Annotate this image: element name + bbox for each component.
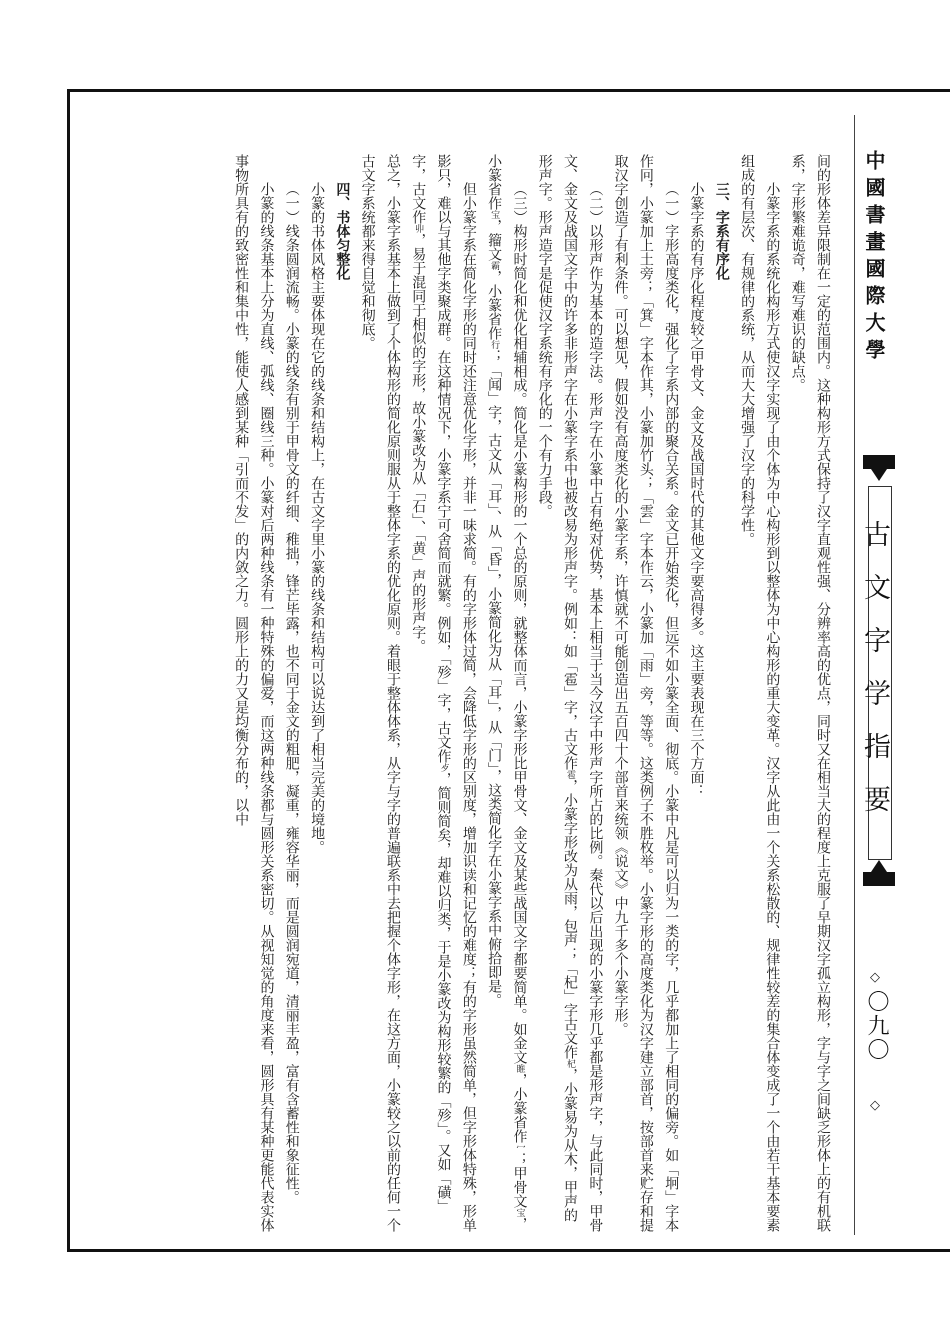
text-run: ，小篆省作 <box>511 1073 528 1143</box>
frame-top-border <box>67 89 950 92</box>
title-ornament-top <box>863 455 895 469</box>
text-run: ，小篆易为从木，甲声的形声字。形声造字是促使汉字系统有序化的一个有力手段。 <box>536 154 579 1222</box>
paragraph: 总之，小篆字系基本上做到了个体构形的简化原则服从于整体字系的优化原则。着眼于整体体系，从字与字的普遍联系中去把握个体字形，在这方面，小篆较之以前的任何一个古文字系统都来得自觉和彻底。 <box>359 154 401 1232</box>
paragraph <box>481 154 532 1234</box>
glyph-example: 宝 <box>514 1208 525 1217</box>
text-run: ；甲骨文 <box>511 1152 528 1208</box>
title-ornament-top-cap <box>871 469 887 481</box>
glyph-example: 雹 <box>565 770 576 779</box>
glyph-example: 睢 <box>514 1064 525 1073</box>
glyph-example: 杞 <box>565 1059 576 1068</box>
glyph-example: 冖 <box>514 1143 525 1152</box>
text-run: ，易于混同于相似的字形，故小篆改为从「石」、「黄」声的形声字。 <box>410 233 427 653</box>
section-heading: 四、书体匀整化 <box>334 182 351 280</box>
paragraph: （一）字形高度类化，强化了字系内部的聚合关系。金文已开始类化，但远不如小篆全面、彻底。小篆中凡是可以归为一类的字，几乎都加上了相同的偏旁。如「坰」字本作冋，小篆加上土旁；「箕」字本作其，小篆加竹头；「雲」字本作云，小篆加「雨」旁，等等。这类例子不胜枚举。小篆字形的高度类化为汉字建立部首，按部首来贮存和提取汉字创造了有利条件。可以想见，假如没有高度类化的小篆字系，许慎就不可能创造出五百四十个部首来统领《说文》中九千多个小篆字形。 <box>612 154 680 1232</box>
text-run: ；「闻」字，古文从「耳」、从「昏」，小篆简化为从「耳」，从「门」，这类简化字在小篆字系中俯拾即是。 <box>486 349 503 1007</box>
title-ornament-bottom <box>863 872 895 886</box>
book-title: 古文字学指要 <box>859 520 890 838</box>
text-run: 但小篆字系在简化字形的同时还注意优化字形，并非一味求简。有的字形体过简，会降低字形的区别度，增加识读和记忆的难度；有的字形虽然简单，但字形体特殊，形单影只，难以与其他字类聚成群。在这种情况下，小篆字系宁可舍简而就繁。例如，「殄」字，古文作 <box>435 154 477 1232</box>
paragraph <box>405 154 481 1234</box>
glyph-example: 歺 <box>438 763 449 772</box>
diamond-icon: ◇ <box>870 970 880 985</box>
paragraph: 小篆的书体风格主要体现在它的线条和结构上，在古文字里小篆的线条和结构可以说达到了相当完美的境地。 <box>309 182 326 854</box>
paragraph: 间的形体差异限制在一定的范围内。这种构形方式保持了汉字直观性强、分辨率高的优点，同时又在相当大的程度上克服了早期汉字孤立构形，字与字之间缺乏形体上的有机联系，字形繁难诡奇，难写难识的缺点。 <box>789 154 831 1232</box>
paragraph: 小篆的线条基本上分为直线、弧线、圈线三种。小篆对后两种线条有一种特殊的偏爱，而这两种线条都与圆形关系密切。从视知觉的角度来看，圆形具有某种更能代表实体事物所具有的致密性和集中性，能使人感到某种「引而不发」的内敛之力。圆形上的力又是均衡分布的，以中 <box>233 154 275 1232</box>
frame-left-border <box>67 89 70 1252</box>
glyph-example: 宝 <box>489 210 500 219</box>
text-run: ，小篆省作 <box>486 270 503 340</box>
glyph-example: 霸 <box>489 261 500 270</box>
text-run: （二）以形声作为基本的造字法。形声字在小篆中占有绝对优势，基本上相当于当今汉字中形声字所占的比例。秦代以后出现的小篆字形几乎都是形声字，与此同时，甲骨文、金文及战国文字中的许多非形声字在小篆字系中也被改易为形声字。例如：如「雹」字，古文作 <box>562 154 604 1232</box>
diamond-icon: ◇ <box>870 1098 880 1113</box>
glyph-example: 丱 <box>413 224 424 233</box>
text-run: ，籀文 <box>486 219 503 261</box>
frame-bottom-border <box>67 1249 950 1252</box>
glyph-example: 行 <box>489 340 500 349</box>
paragraph: （一）线条圆润流畅。小篆的线条有别于甲骨文的纤细、稚拙，锋芒毕露，也不同于金文的粗肥，凝重，雍容华丽，而是圆润宛道，清丽丰盈，富有含蓄性和象征性。 <box>283 182 300 1204</box>
page-number: 〇九〇 <box>864 990 889 1062</box>
text-run: （三）构形时简化和优化相辅相成。简化是小篆构形的一个总的原则，就整体而言，小篆字形比甲骨文、金文及某些战国文字都要简单。如金文 <box>511 182 528 1064</box>
paragraph: 小篆字系的系统化构形方式使汉字实现了由个体为中心构形到以整体为中心构形的重大变革。汉字从此由一个关系松散的、规律性较差的集合体变成了一个由若干基本要素组成的有层次、有规律的系统，从而大大增强了汉字的科学性。 <box>739 154 781 1232</box>
text-run: ，小篆字形改为从雨，包声；「杞」字古文作 <box>562 779 579 1059</box>
paragraph <box>531 154 607 1234</box>
page-body <box>115 154 835 1234</box>
paragraph: 小篆字系的有序化程度较之甲骨文、金文及战国时代的其他文字要高得多。这主要表现在三个方面： <box>688 182 705 798</box>
title-ornament-bottom-cap <box>871 860 887 872</box>
text-run: ，简则简矣，却难以归类，于是小篆改为构形较繁的「殄」。又如「磺」字，古文作 <box>410 154 452 1213</box>
section-heading: 三、字系有序化 <box>713 182 730 280</box>
text-run: ，小篆省作 <box>486 154 528 1231</box>
running-header: 中國書畫國際大學 <box>862 150 886 366</box>
